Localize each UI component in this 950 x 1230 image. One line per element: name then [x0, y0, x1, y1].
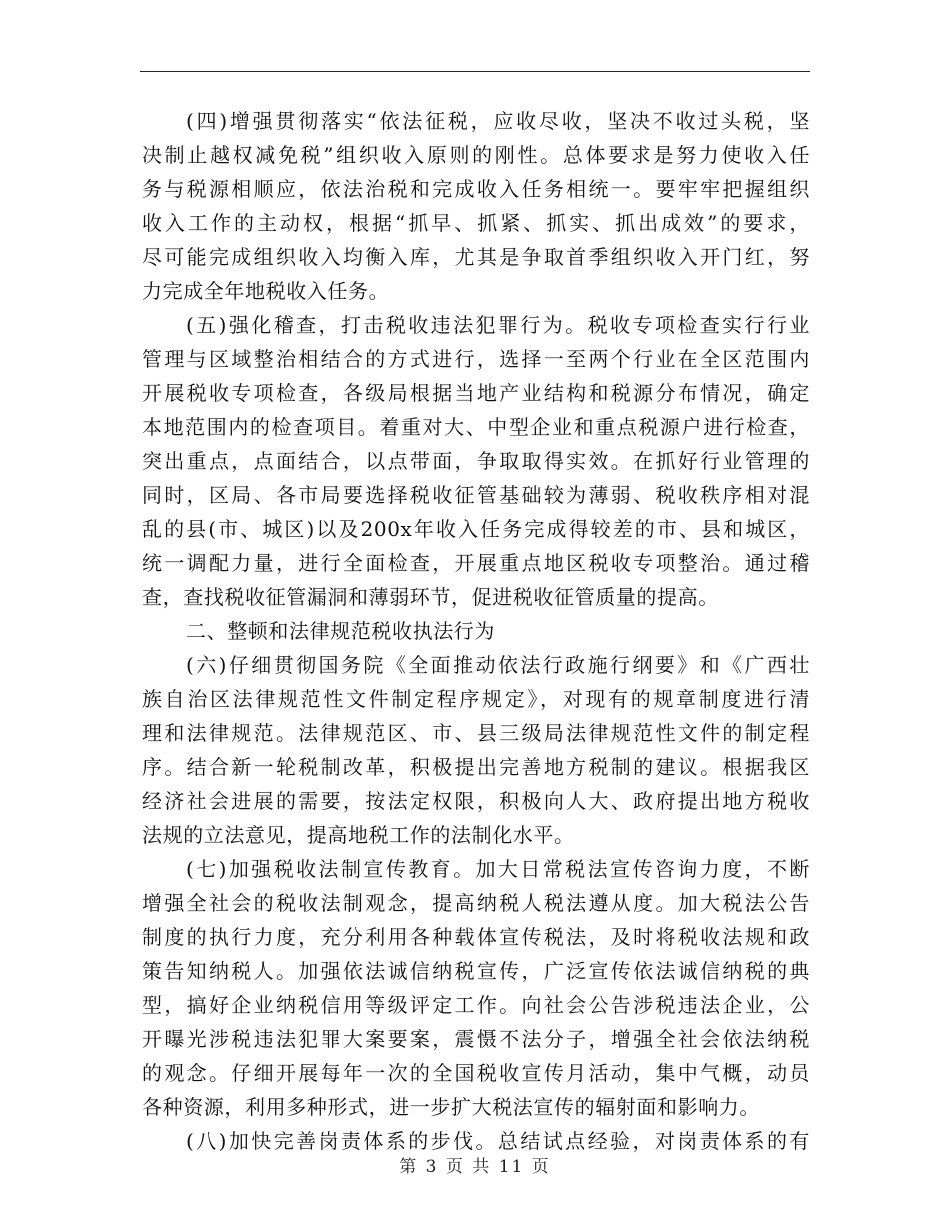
page-number-footer: 第 3 页 共 11 页 — [399, 1157, 551, 1177]
paragraph-5-line: 同时，区局、各市局要选择税收征管基础较为薄弱、税收秩序相对混 — [142, 483, 810, 507]
paragraph-4-line: 尽可能完成组织收入均衡入库，尤其是争取首季组织收入开门红，努 — [142, 245, 810, 269]
paragraph-7-line: (七)加强税收法制宣传教育。加大日常税法宣传咨询力度，不断 — [186, 857, 810, 881]
paragraph-5-line: 本地范围内的检查项目。着重对大、中型企业和重点税源户进行检查， — [142, 415, 810, 439]
paragraph-7-line: 增强全社会的税收法制观念，提高纳税人税法遵从度。加大税法公告 — [142, 891, 810, 915]
paragraph-5-line: 乱的县(市、城区)以及200x年收入任务完成得较差的市、县和城区， — [142, 517, 810, 541]
paragraph-4-line: 决制止越权减免税”组织收入原则的刚性。总体要求是努力使收入任 — [142, 143, 810, 167]
paragraph-7-line: 制度的执行力度，充分利用各种载体宣传税法，及时将税收法规和政 — [142, 925, 810, 949]
paragraph-5-line: 统一调配力量，进行全面检查，开展重点地区税收专项整治。通过稽 — [142, 551, 810, 575]
paragraph-6-line: (六)仔细贯彻国务院《全面推动依法行政施行纲要》和《广西壮 — [186, 653, 810, 677]
paragraph-6-line: 序。结合新一轮税制改革，积极提出完善地方税制的建议。根据我区 — [142, 755, 810, 779]
paragraph-6-line: 理和法律规范。法律规范区、市、县三级局法律规范性文件的制定程 — [142, 721, 810, 745]
document-body — [142, 104, 810, 1158]
paragraph-4-line: 力完成全年地税收入任务。 — [142, 279, 390, 303]
paragraph-4-line: 务与税源相顺应，依法治税和完成收入任务相统一。要牢牢把握组织 — [142, 177, 810, 201]
paragraph-7-line: 开曝光涉税违法犯罪大案要案，震慑不法分子，增强全社会依法纳税 — [142, 1027, 810, 1051]
header-rule — [140, 71, 810, 72]
paragraph-7-line: 型，搞好企业纳税信用等级评定工作。向社会公告涉税违法企业，公 — [142, 993, 810, 1017]
paragraph-6-line: 法规的立法意见，提高地税工作的法制化水平。 — [142, 823, 575, 847]
paragraph-7-line: 策告知纳税人。加强依法诚信纳税宣传，广泛宣传依法诚信纳税的典 — [142, 959, 810, 983]
paragraph-6-line: 族自治区法律规范性文件制定程序规定》，对现有的规章制度进行清 — [142, 687, 810, 711]
paragraph-7-line: 的观念。仔细开展每年一次的全国税收宣传月活动，集中气概，动员 — [142, 1061, 810, 1085]
paragraph-4-line: 收入工作的主动权，根据“抓早、抓紧、抓实、抓出成效”的要求， — [142, 211, 810, 235]
paragraph-5-line: 开展税收专项检查，各级局根据当地产业结构和税源分布情况，确定 — [142, 381, 810, 405]
paragraph-6-line: 经济社会进展的需要，按法定权限，积极向人大、政府提出地方税收 — [142, 789, 810, 813]
paragraph-5-line: 管理与区域整治相结合的方式进行，选择一至两个行业在全区范围内 — [142, 347, 810, 371]
paragraph-5-line: 突出重点，点面结合，以点带面，争取取得实效。在抓好行业管理的 — [142, 449, 810, 473]
paragraph-5-line: (五)强化稽查，打击税收违法犯罪行为。税收专项检查实行行业 — [186, 313, 810, 337]
paragraph-5-line: 查，查找税收征管漏洞和薄弱环节，促进税收征管质量的提高。 — [142, 585, 719, 609]
paragraph-4-line: (四)增强贯彻落实“依法征税，应收尽收，坚决不收过头税，坚 — [186, 109, 810, 133]
paragraph-7-line: 各种资源，利用多种形式，进一步扩大税法宣传的辐射面和影响力。 — [142, 1095, 760, 1119]
paragraph-8-line: (八)加快完善岗责体系的步伐。总结试点经验，对岗责体系的有 — [186, 1129, 810, 1153]
section-heading: 二、整顿和法律规范税收执法行为 — [186, 619, 495, 643]
